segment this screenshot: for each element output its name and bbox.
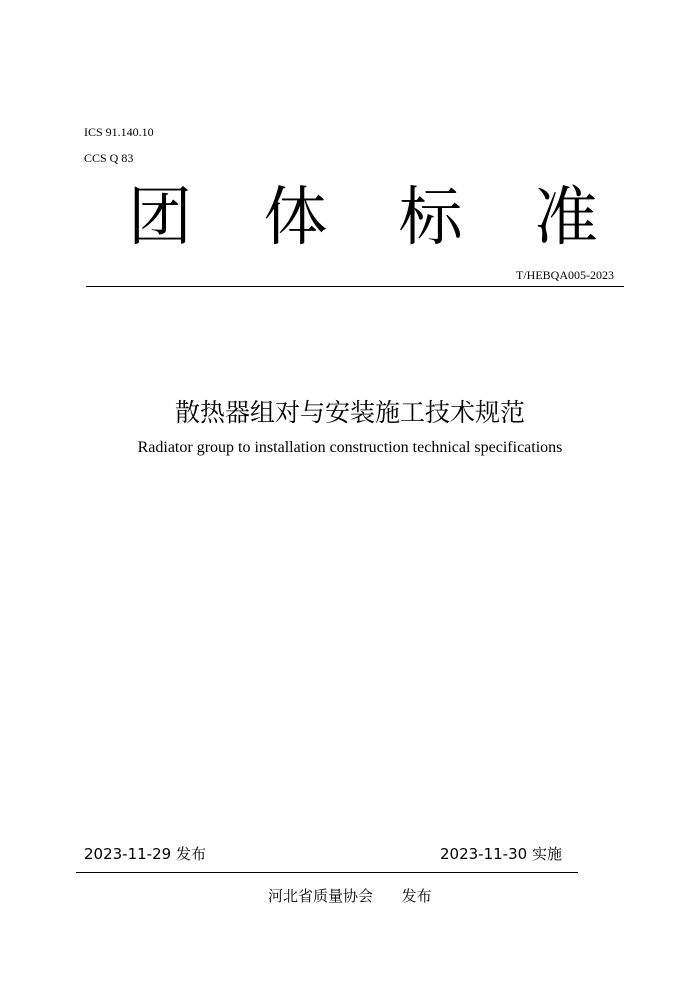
title-char-3: 标 [398,181,463,255]
publisher-line [268,886,432,906]
document-type-title [128,178,598,258]
issue-date: 2023-11-29 发布 [84,845,206,863]
bottom-divider [76,872,578,873]
ics-code: ICS 91.140.10 [84,125,154,139]
title-char-1: 团 [128,181,192,255]
standard-title-english: Radiator group to installation construction technical specifications [137,439,563,456]
standard-title-chinese: 散热器组对与安装施工技术规范 [174,398,525,427]
implementation-date: 2023-11-30 实施 [440,845,562,863]
publisher-action: 发布 [401,887,432,905]
ccs-code: CCS Q 83 [84,151,134,165]
top-divider [86,286,624,287]
standard-code: T/HEBQA005-2023 [516,268,614,282]
title-char-2: 体 [263,181,328,255]
title-char-4: 准 [533,181,598,255]
publisher-name: 河北省质量协会 [268,887,374,905]
